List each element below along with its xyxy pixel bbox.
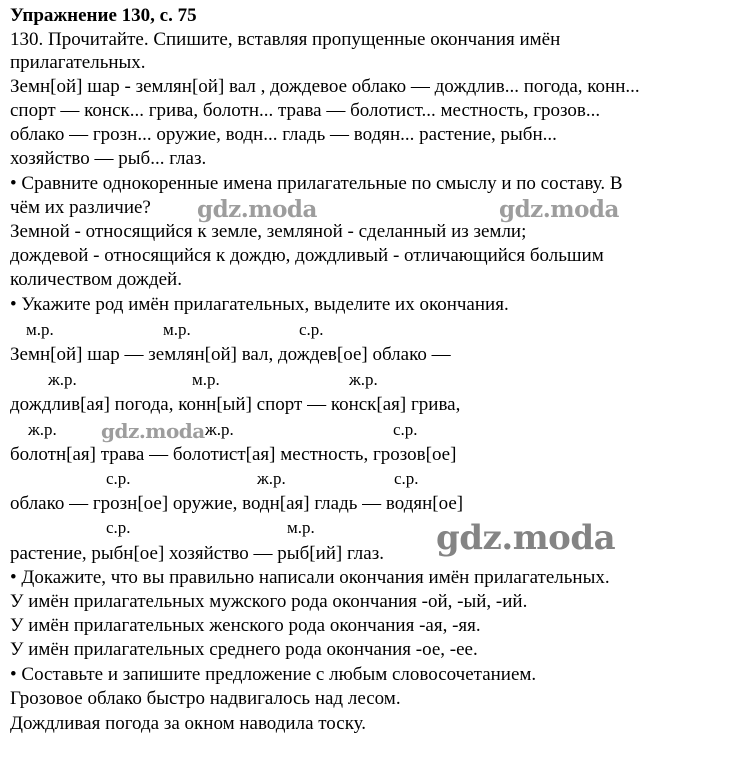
task-line: Земн[ой] шар - землян[ой] вал , дождевое облако — дождлив... погода, конн... xyxy=(10,76,640,97)
answer-sentence: Грозовое облако быстро надвигалось над лесом. xyxy=(10,688,401,709)
watermark-logo: gdz.moda xyxy=(499,196,619,223)
gender-text: облако — грозн[ое] оружие, водн[ая] гладь — водян[ое] xyxy=(10,493,464,514)
answer-compare-line: количеством дождей. xyxy=(10,269,182,290)
watermark-logo: gdz.moda xyxy=(101,419,205,443)
task-line: спорт — конск... грива, болотн... трава — болотист... местность, грозов... xyxy=(10,100,601,121)
gender-mark: ж.р. xyxy=(257,469,286,488)
task-line: 130. Прочитайте. Спишите, вставляя пропущенные окончания имён xyxy=(10,29,561,50)
gender-mark: с.р. xyxy=(106,518,131,537)
gender-mark: м.р. xyxy=(26,320,54,339)
gender-text: Земн[ой] шар — землян[ой] вал, дождев[ое] облако — xyxy=(10,344,451,365)
question-gender: • Укажите род имён прилагательных, выделите их окончания. xyxy=(10,294,509,315)
question-sentence: • Составьте и запишите предложение с любым словосочетанием. xyxy=(10,664,537,685)
answer-compare-line: Земной - относящийся к земле, земляной - сделанный из земли; xyxy=(10,221,527,242)
gender-mark: ж.р. xyxy=(205,420,234,439)
gender-mark: м.р. xyxy=(163,320,191,339)
task-line: облако — грозн... оружие, водн... гладь — водян... растение, рыбн... xyxy=(10,124,557,145)
gender-text: дождлив[ая] погода, конн[ый] спорт — конск[ая] грива, xyxy=(10,394,461,415)
gender-mark: с.р. xyxy=(393,420,418,439)
gender-mark: ж.р. xyxy=(349,370,378,389)
question-compare: чём их различие? xyxy=(10,197,151,218)
gender-mark: ж.р. xyxy=(28,420,57,439)
task-line: хозяйство — рыб... глаз. xyxy=(10,148,207,169)
question-prove: • Докажите, что вы правильно написали окончания имён прилагательных. xyxy=(10,567,610,588)
gender-text: болотн[ая] трава — болотист[ая] местность, грозов[ое] xyxy=(10,444,457,465)
answer-sentence: Дождливая погода за окном наводила тоску. xyxy=(10,713,367,734)
task-line: прилагательных. xyxy=(10,52,146,73)
answer-prove-line: У имён прилагательных женского рода окончания -ая, -яя. xyxy=(10,615,481,636)
gender-text: растение, рыбн[ое] хозяйство — рыб[ий] глаз. xyxy=(10,543,384,564)
answer-prove-line: У имён прилагательных мужского рода окончания -ой, -ый, -ий. xyxy=(10,591,528,612)
question-compare: • Сравните однокоренные имена прилагательные по смыслу и по составу. В xyxy=(10,173,623,194)
gender-mark: м.р. xyxy=(192,370,220,389)
answer-prove-line: У имён прилагательных среднего рода окончания -ое, -ее. xyxy=(10,639,478,660)
watermark-logo: gdz.moda xyxy=(197,196,317,223)
gender-mark: с.р. xyxy=(106,469,131,488)
watermark-logo: gdz.moda xyxy=(436,518,616,558)
exercise-title: Упражнение 130, с. 75 xyxy=(10,5,197,26)
answer-compare-line: дождевой - относящийся к дождю, дождливый - отличающийся большим xyxy=(10,245,604,266)
gender-mark: с.р. xyxy=(299,320,324,339)
gender-mark: м.р. xyxy=(287,518,315,537)
gender-mark: с.р. xyxy=(394,469,419,488)
gender-mark: ж.р. xyxy=(48,370,77,389)
